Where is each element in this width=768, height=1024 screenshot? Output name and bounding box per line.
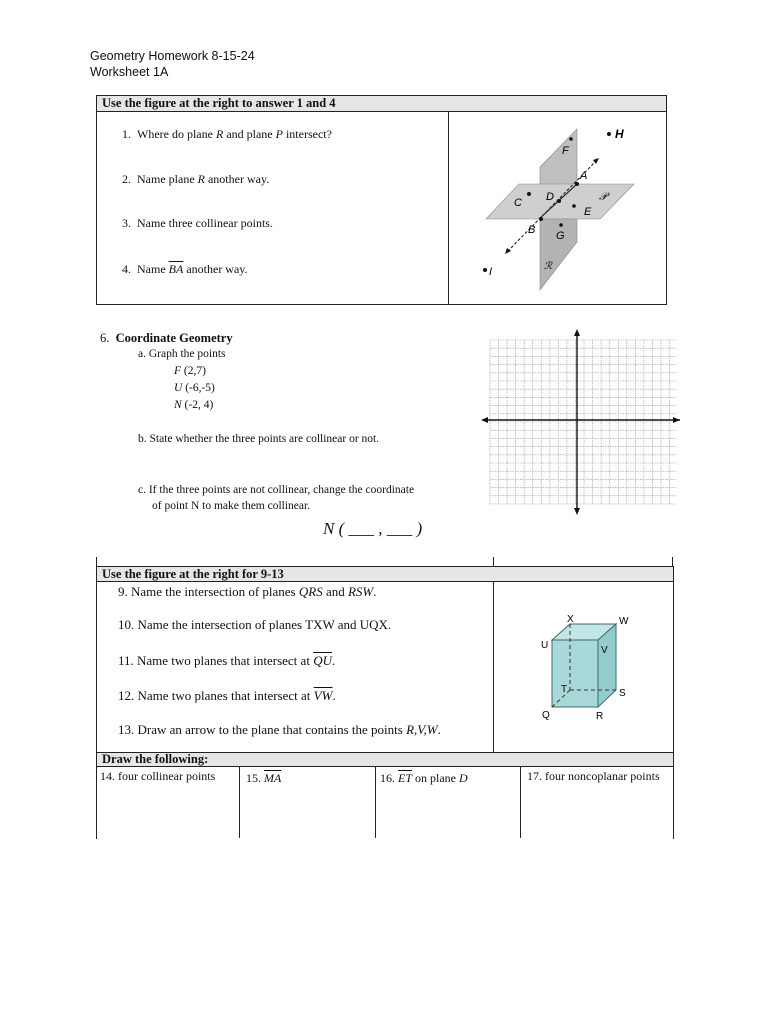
section6-part-b: b. State whether the three points are collinear or not. [138, 433, 380, 445]
label-r: R [596, 711, 604, 722]
section1-title: Use the figure at the right to answer 1 and 4 [97, 96, 666, 112]
draw-title: Draw the following: [97, 753, 673, 767]
question-4: 4. Name $\overline{BA}$ another way. [122, 262, 248, 276]
point-b [539, 217, 543, 221]
label-h: H [615, 127, 624, 141]
draw-item-17: 17. four noncoplanar points [527, 769, 660, 783]
label-e: E [584, 206, 592, 218]
worksheet-subtitle: Worksheet 1A [90, 65, 169, 79]
label-x: X [567, 614, 574, 625]
label-plane-p: 𝒫 [599, 191, 607, 203]
label-d: D [546, 191, 554, 203]
label-w: W [619, 616, 629, 627]
label-u: U [541, 640, 549, 651]
section6-heading: 6. Coordinate Geometry [100, 331, 233, 345]
draw-answer-area[interactable] [96, 767, 673, 838]
question-9: 9. Name the intersection of planes QRS and RSW. [118, 584, 377, 599]
label-plane-r: ℛ [544, 261, 552, 272]
label-t: T [561, 684, 568, 695]
point-e [572, 204, 576, 208]
label-a: A [580, 170, 588, 182]
section6-part-a: a. Graph the points [138, 348, 226, 360]
draw-item-15: 15. $\overline{MA}$ [246, 771, 282, 785]
point-a [575, 182, 579, 186]
cube-front-face [552, 640, 598, 707]
label-b: B [528, 224, 536, 236]
y-axis-arrow-down [574, 508, 580, 515]
point-h [607, 132, 611, 136]
worksheet-title: Geometry Homework 8-15-24 [90, 49, 255, 63]
draw-item-16: 16. $\overline{ET}$ on plane D [380, 771, 468, 785]
cube-figure [530, 610, 640, 725]
answer-n-blank[interactable]: N ( ___ , ___ ) [323, 519, 423, 538]
question-10: 10. Name the intersection of planes TXW and UQX. [118, 617, 392, 632]
arrow-head-top [593, 158, 599, 164]
y-axis-arrow-up [574, 329, 580, 336]
point-u-coord: U (-6,-5) [174, 382, 215, 394]
section6-part-c-line2: of point N to make them collinear. [152, 500, 311, 512]
x-axis-arrow-left [481, 417, 488, 423]
label-q: Q [542, 710, 550, 721]
label-v: V [601, 645, 608, 656]
point-g [559, 223, 563, 227]
section9-divider [493, 582, 494, 752]
intersecting-planes-figure [449, 112, 664, 302]
section6-part-c-line1: c. If the three points are not collinear, change the coordinate [138, 484, 415, 496]
question-3: 3. Name three collinear points. [122, 216, 273, 230]
point-c [527, 192, 531, 196]
point-d [557, 199, 561, 203]
question-1: 1. Where do plane R and plane P intersect? [122, 127, 332, 141]
x-axis-arrow-right [673, 417, 680, 423]
draw-item-14: 14. four collinear points [100, 769, 216, 783]
label-g: G [556, 230, 565, 242]
arrow-head-bottom [505, 248, 511, 254]
label-c: C [514, 197, 522, 209]
point-i [483, 268, 487, 272]
section9-title: Use the figure at the right for 9-13 [97, 567, 673, 582]
question-13: 13. Draw an arrow to the plane that contains the points R,V,W. [118, 722, 441, 737]
question-2: 2. Name plane R another way. [122, 172, 270, 186]
point-f [569, 137, 573, 141]
label-i: I [489, 266, 493, 278]
label-s: S [619, 688, 626, 699]
label-f: F [562, 145, 569, 157]
question-11: 11. Name two planes that intersect at $\overline{QU}$. [118, 653, 336, 668]
question-12: 12. Name two planes that intersect at $\overline{VW}$. [118, 688, 336, 703]
point-f-coord: F (2,7) [174, 365, 206, 377]
coordinate-grid[interactable] [480, 328, 680, 516]
grid-lines [490, 340, 676, 504]
point-n-coord: N (-2, 4) [174, 399, 214, 411]
